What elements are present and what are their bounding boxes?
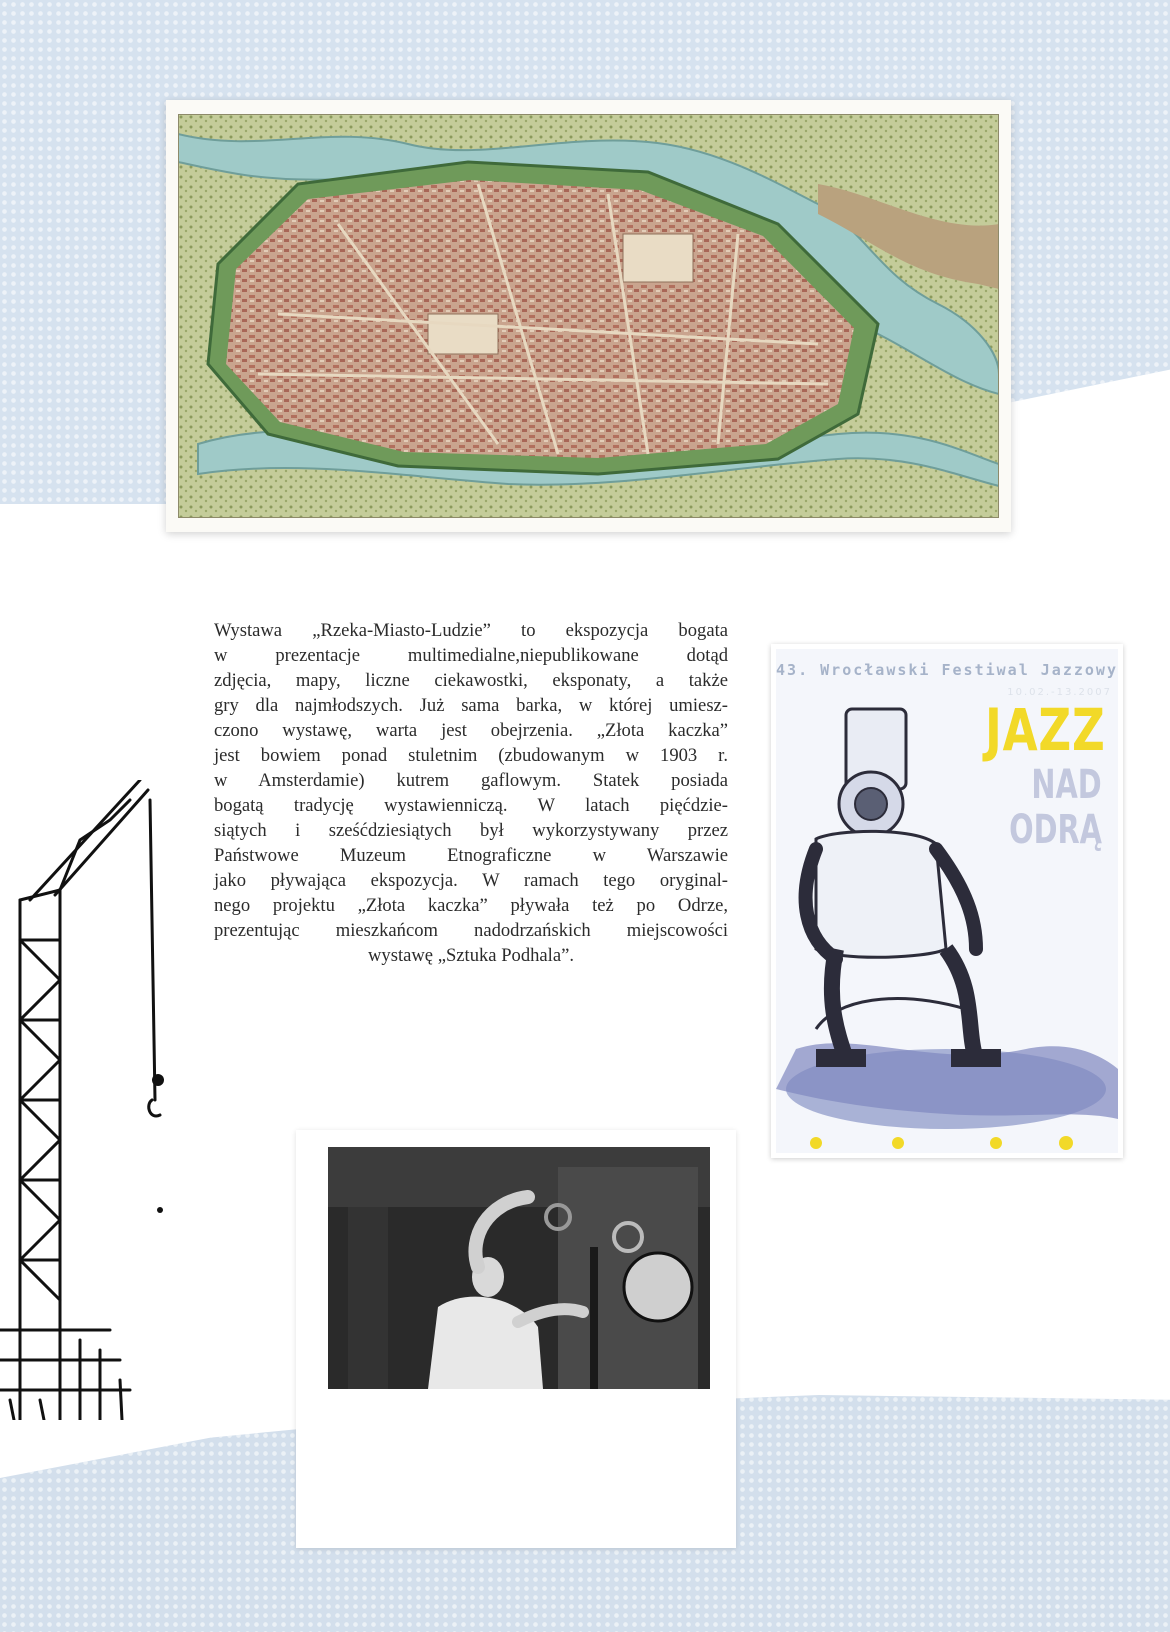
article-line: jest bowiem ponad stuletnim (zbudowanym w 1903 r. — [214, 745, 728, 766]
article-line: gry dla najmłodszych. Już sama barka, w której umiesz- — [214, 695, 728, 716]
article-line: jako pływająca ekspozycja. W ramach tego oryginal- — [214, 870, 728, 891]
article-line: czono wystawę, warta jest obejrzenia. „Złota kaczka” — [214, 720, 728, 741]
photo-card — [296, 1130, 736, 1548]
historic-city-map-illustration — [178, 114, 999, 518]
jazz-festival-poster — [771, 644, 1123, 1158]
poster-title-jazz: JAZZ — [985, 696, 1106, 764]
article-line: Państwowe Muzeum Etnograficzne w Warszawie — [214, 845, 728, 866]
article-line: w prezentacje multimedialne,niepublikowane dotąd — [214, 645, 728, 666]
sailor-engine-room-photo — [328, 1147, 710, 1389]
article-line: Wystawa „Rzeka-Miasto-Ludzie” to ekspozycja bogata — [214, 620, 728, 641]
article-line: nego projektu „Złota kaczka” pływała też po Odrze, — [214, 895, 728, 916]
article-line: prezentując mieszkańcom nadodrzańskich miejscowości — [214, 920, 728, 941]
poster-title-odra: ODRĄ — [1009, 807, 1102, 853]
poster-festival-name: 43. Wrocławski Festiwal Jazzowy — [776, 661, 1118, 679]
poster-title-nad: NAD — [1031, 762, 1102, 808]
crane-sketch — [0, 780, 170, 1420]
poster-date: 10.02.-13.2007 — [1007, 687, 1112, 698]
poster-artwork — [776, 649, 1118, 1153]
article-line: siątych i sześćdziesiątych był wykorzystywany przez — [214, 820, 728, 841]
article-line: zdjęcia, mapy, liczne ciekawostki, eksponaty, a także — [214, 670, 728, 691]
article-line: w Amsterdamie) kutrem gaflowym. Statek posiada — [214, 770, 728, 791]
map-image-card — [166, 100, 1011, 532]
article-line: bogatą tradycję wystawienniczą. W latach pięćdzie- — [214, 795, 728, 816]
article-text — [214, 618, 728, 968]
article-line: wystawę „Sztuka Podhala”. — [367, 945, 575, 966]
